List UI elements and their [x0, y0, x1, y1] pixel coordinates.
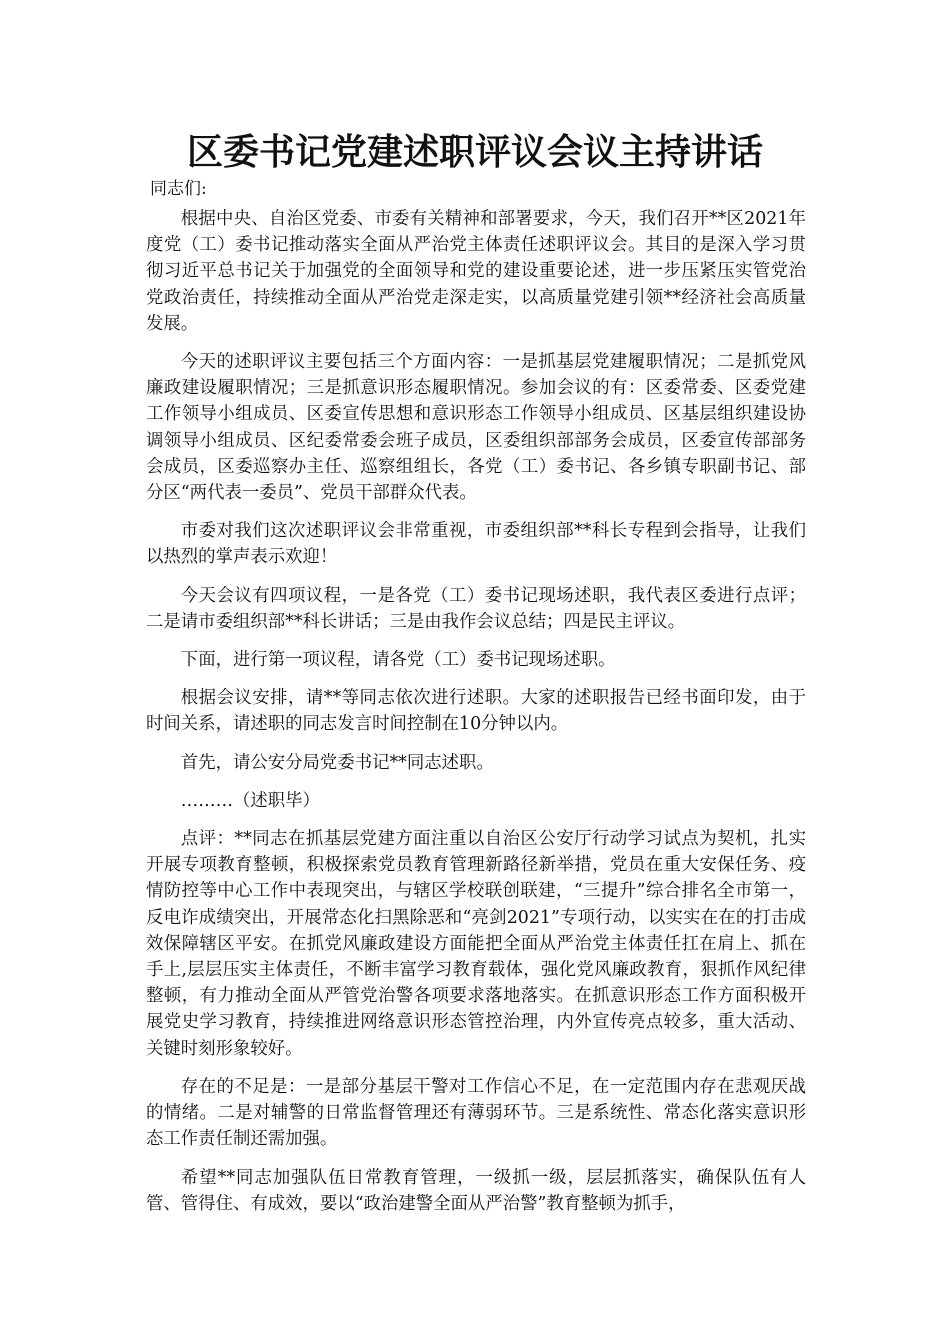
paragraph-contents-and-attendees: 今天的述职评议主要包括三个方面内容：一是抓基层党建履职情况；二是抓党风廉政建设履职情况；三是抓意识形态履职情况。参加会议的有：区委常委、区委党建工作领导小组成员、区委宣传思想和意识形态工作领导小组成员、区基层组织建设协调领导小组成员、区纪委常委会班子成员，区委组织部部务会成员，区委宣传部部务会成员，区委巡察办主任、巡察组组长，各党（工）委书记、各乡镇专职副书记、部分区“两代表一委员”、党员干部群众代表。: [146, 352, 806, 504]
paragraph-expectations: 希望**同志加强队伍日常教育管理，一级抓一级，层层抓落实，确保队伍有人管、管得住、有成效，要以“政治建警全面从严治警”教育整顿为抓手，: [146, 1167, 806, 1214]
document-title: 区委书记党建述职评议会议主持讲话: [186, 131, 763, 173]
paragraph-arrangement: 根据会议安排，请**等同志依次进行述职。大家的述职报告已经书面印发，由于时间关系，请述职的同志发言时间控制在10分钟以内。: [146, 688, 806, 735]
paragraph-first-item: 下面，进行第一项议程，请各党（工）委书记现场述职。: [180, 650, 616, 671]
paragraph-first-speaker: 首先，请公安分局党委书记**同志述职。: [180, 752, 494, 773]
paragraph-shortcomings: 存在的不足是：一是部分基层干警对工作信心不足，在一定范围内存在悲观厌战的情绪。二是对辅警的日常监督管理还有薄弱环节。三是系统性、常态化落实意识形态工作责任制还需加强。: [146, 1076, 806, 1150]
paragraph-report-finished: ………（述职毕）: [180, 790, 320, 811]
paragraph-agenda: 今天会议有四项议程，一是各党（工）委书记现场述职，我代表区委进行点评；二是请市委组织部**科长讲话；三是由我作会议总结；四是民主评议。: [146, 585, 806, 632]
paragraph-opening: 根据中央、自治区党委、市委有关精神和部署要求，今天，我们召开**区2021年度党（工）委书记推动落实全面从严治党主体责任述职评议会。其目的是深入学习贯彻习近平总书记关于加强党的全面领导和党的建设重要论述，进一步压紧压实管党治党政治责任，持续推动全面从严治党走深走实，以高质量党建引领**经济社会高质量发展。: [146, 209, 806, 334]
document-body: [146, 206, 806, 1229]
salutation: 同志们:: [150, 179, 207, 199]
paragraph-comment: 点评：**同志在抓基层党建方面注重以自治区公安厅行动学习试点为契机，扎实开展专项教育整顿，积极探索党员教育管理新路径新举措，党员在重大安保任务、疫情防控等中心工作中表现突出，与辖区学校联创联建，“三提升”综合排名全市第一，反电诈成绩突出，开展常态化扫黑除恶和“亮剑2021”专项行动，以实实在在的打击成效保障辖区平安。在抓党风廉政建设方面能把全面从严治党主体责任扛在肩上、抓在手上,层层压实主体责任，不断丰富学习教育载体，强化党风廉政教育，狠抓作风纪律整顿，有力推动全面从严管党治警各项要求落地落实。在抓意识形态工作方面积极开展党史学习教育，持续推进网络意识形态管控治理，内外宣传亮点较多，重大活动、关键时刻形象较好。: [146, 829, 806, 1059]
paragraph-welcome: 市委对我们这次述职评议会非常重视，市委组织部**科长专程到会指导，让我们以热烈的掌声表示欢迎！: [146, 521, 806, 568]
